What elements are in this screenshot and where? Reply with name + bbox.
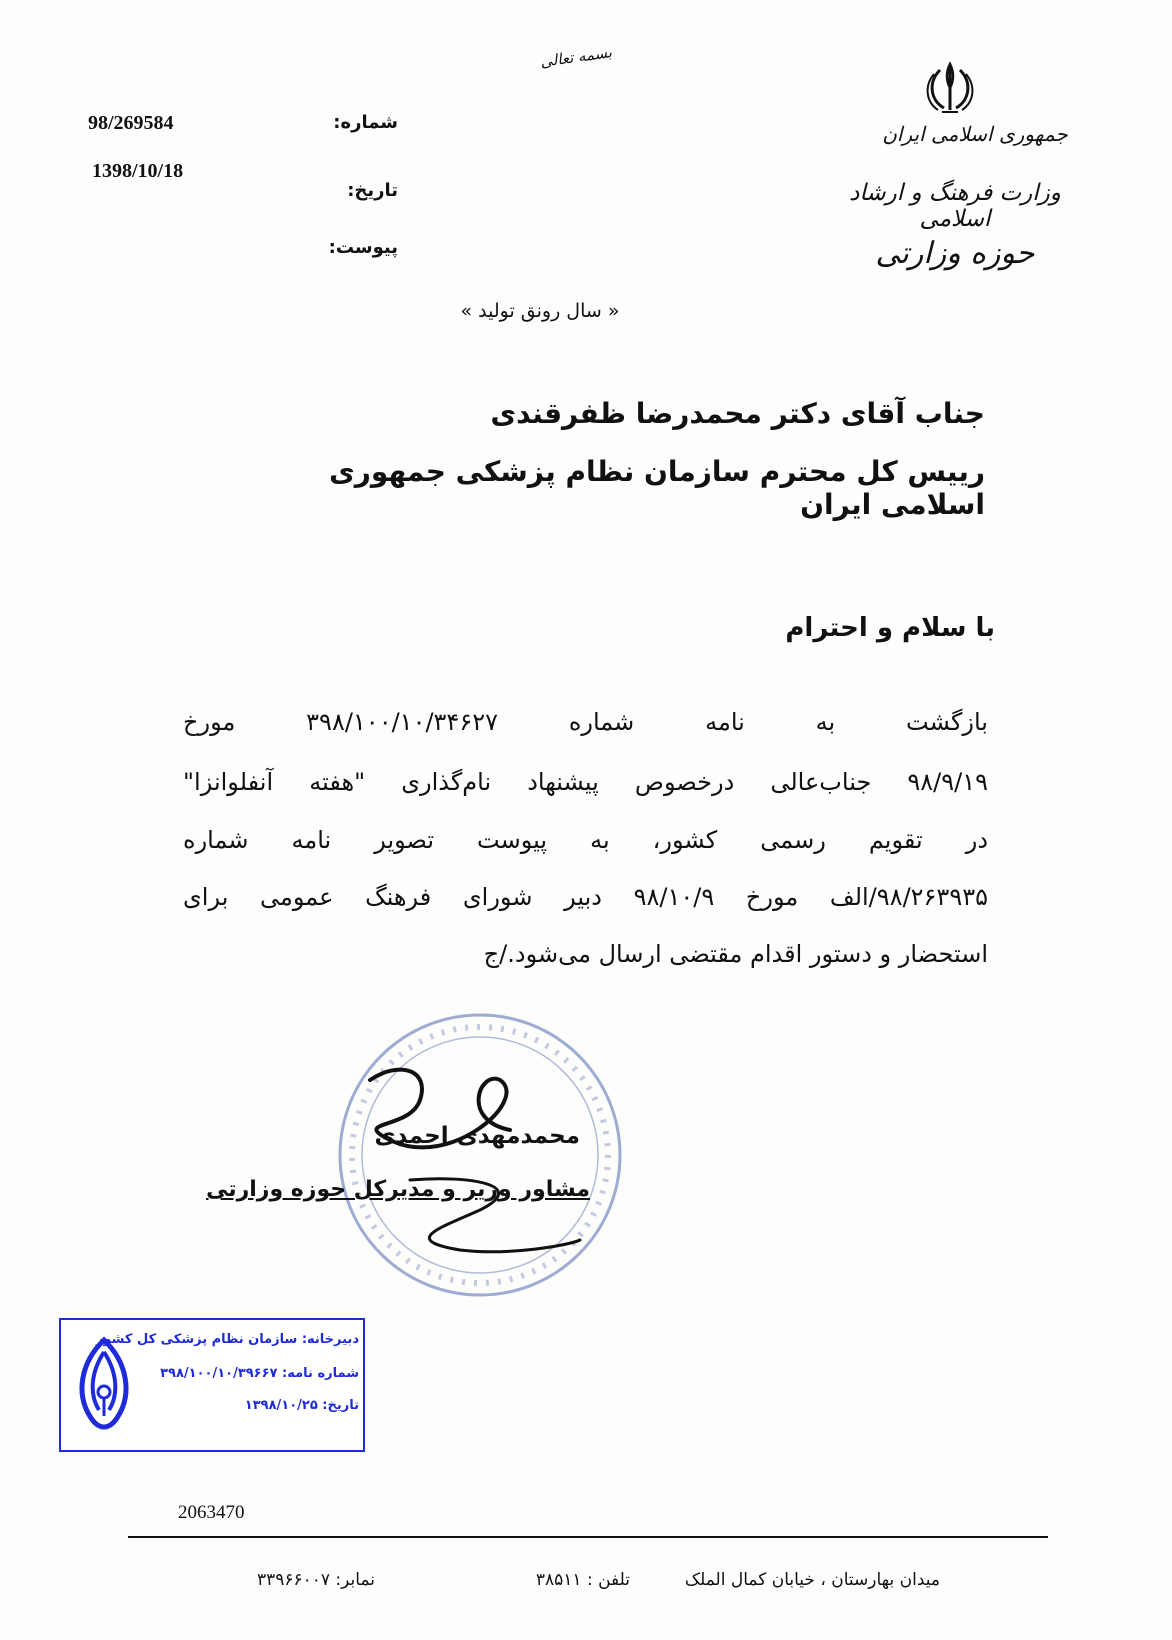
salutation: با سلام و احترام (785, 613, 995, 643)
handwritten-signature-icon (330, 1060, 590, 1270)
signer-title: مشاور وزیر و مدیرکل حوزه وزارتی (206, 1177, 590, 1202)
signer-name: محمدمهدی احمدی (374, 1123, 580, 1149)
attachment-label: پیوست: (328, 237, 398, 258)
footer-phone: تلفن : ۳۸۵۱۱ (535, 1570, 630, 1590)
stamp-office: دبیرخانه: سازمان نظام پزشکی کل کشور (96, 1332, 359, 1347)
stamp-letter-number: شماره نامه: ۳۹۸/۱۰۰/۱۰/۳۹۶۶۷ (160, 1366, 359, 1381)
addressee-name: جناب آقای دکتر محمدرضا ظفرقندی (490, 397, 985, 430)
addressee-title: رییس کل محترم سازمان نظام پزشکی جمهوری اسلامی ایران (329, 455, 985, 521)
footer-divider (128, 1536, 1048, 1538)
government-name: جمهوری اسلامی ایران (882, 122, 1068, 146)
body-line: در تقویم رسمی کشور، به پیوست تصویر نامه شماره (183, 826, 988, 854)
iran-emblem-icon (920, 60, 980, 118)
number-label: شماره: (333, 112, 398, 133)
medical-council-logo-icon (69, 1332, 139, 1438)
footer-address: میدان بهارستان ، خیابان کمال الملک (684, 1570, 940, 1590)
body-line: استحضار و دستور اقدام مقتضی ارسال می‌شود./ج (483, 940, 988, 968)
letter-date: 1398/10/18 (92, 160, 184, 182)
year-slogan: « سال رونق تولید » (460, 300, 620, 322)
ministry-name: وزارت فرهنگ و ارشاد اسلامی (849, 180, 1061, 232)
stamp-date: تاریخ: ۱۳۹۸/۱۰/۲۵ (244, 1398, 359, 1413)
document-code: 2063470 (178, 1502, 245, 1523)
body-line: ۹۸/۲۶۳۹۳۵/الف مورخ ۹۸/۱۰/۹ دبیر شورای فرهنگ عمومی برای (183, 883, 988, 911)
letter-number: 98/269584 (88, 112, 174, 134)
date-label: تاریخ: (347, 180, 398, 201)
invocation-text: بسمه تعالی (539, 43, 613, 71)
body-line: بازگشت به نامه شماره ۳۹۸/۱۰۰/۱۰/۳۴۶۲۷ مورخ (183, 708, 988, 736)
footer-fax: نمابر: ۳۳۹۶۶۰۰۷ (256, 1570, 375, 1590)
body-line: ۹۸/۹/۱۹ جناب‌عالی درخصوص پیشنهاد نام‌گذاری "هفته آنفلوانزا" (183, 768, 988, 796)
department-name: حوزه وزارتی (875, 236, 1035, 271)
registration-stamp (59, 1318, 365, 1452)
